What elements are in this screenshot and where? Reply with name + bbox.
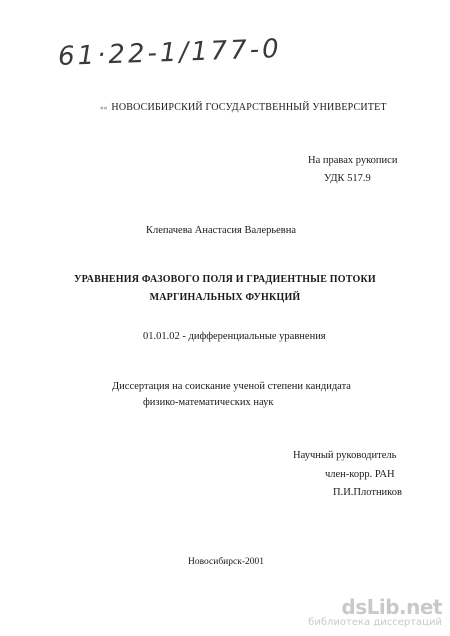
- watermark-tagline: библиотека диссертаций: [308, 617, 442, 628]
- title-line-1: УРАВНЕНИЯ ФАЗОВОГО ПОЛЯ И ГРАДИЕНТНЫЕ ПОТОКИ: [74, 274, 376, 285]
- supervisor-role: Научный руководитель: [293, 450, 397, 461]
- supervisor-name: П.И.Плотников: [333, 487, 402, 498]
- watermark-brand: dsLib.net: [341, 595, 442, 619]
- university-mark: ««: [100, 104, 108, 112]
- dissertation-degree-line-2: физико-математических наук: [143, 397, 274, 408]
- rights-notice: На правах рукописи: [308, 155, 398, 166]
- university-label: НОВОСИБИРСКИЙ ГОСУДАРСТВЕННЫЙ УНИВЕРСИТЕТ: [111, 102, 387, 113]
- university-name: [100, 102, 387, 113]
- handwritten-archive-code: 61·22-1/177-0: [57, 34, 283, 72]
- city-year: Новосибирск-2001: [188, 557, 264, 567]
- supervisor-rank: член-корр. РАН: [325, 469, 395, 480]
- specialty-code: 01.01.02 - дифференциальные уравнения: [143, 331, 326, 342]
- dslib-watermark: [308, 595, 442, 628]
- dissertation-degree-line-1: Диссертация на соискание ученой степени кандидата: [112, 381, 351, 392]
- title-line-2: МАРГИНАЛЬНЫХ ФУНКЦИЙ: [149, 292, 301, 303]
- udk-code: УДК 517.9: [324, 173, 371, 184]
- author-name: Клепачева Анастасия Валерьевна: [146, 225, 297, 236]
